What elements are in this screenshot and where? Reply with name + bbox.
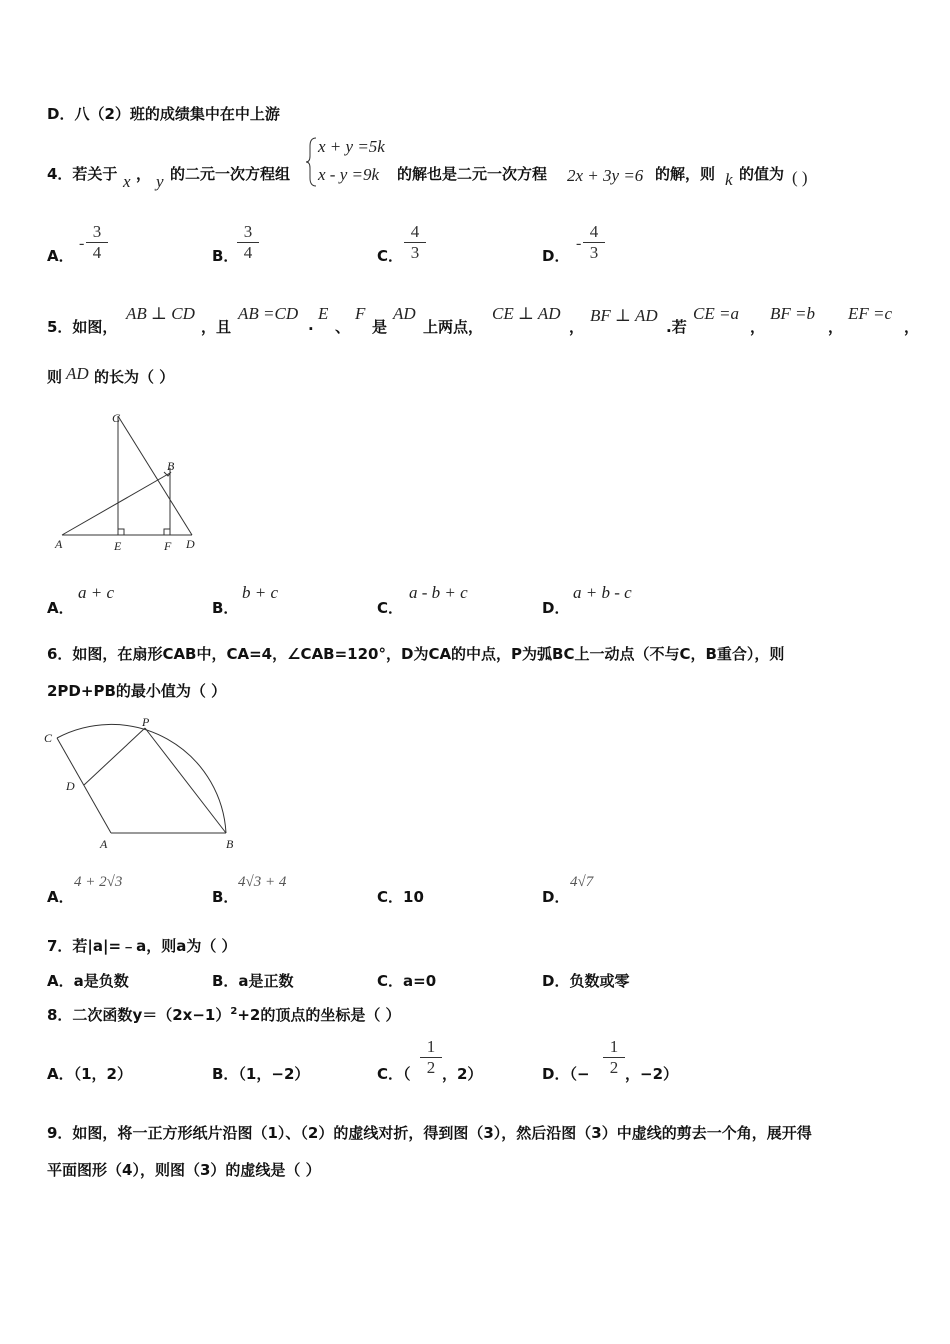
q6-option-b-expr: 4√3 + 4 [238, 874, 287, 890]
q5-option-a-expr: a + c [78, 583, 115, 602]
q8-option-a: A．（1，2） [47, 1065, 132, 1083]
q4-equation-1: x + y =5k [318, 137, 385, 156]
q4-var-x: x [123, 172, 131, 191]
q5-option-d-label: D． [542, 599, 570, 617]
q7-option-b: B．a是正数 [212, 972, 294, 990]
q4-option-a-label: A． [47, 247, 74, 265]
q8-option-c-fraction: $\frac{1}{2}$ [420, 1037, 442, 1078]
q3-option-d: D．八（2）班的成绩集中在中上游 [47, 105, 280, 123]
q6-figure [36, 710, 246, 855]
q7-option-d: D．负数或零 [542, 972, 630, 990]
q5-math-8: CE =a [693, 304, 739, 323]
q5-math-3: E [318, 304, 329, 323]
q4-equation-2: x - y =9k [318, 165, 380, 184]
q6-line-1: 6．如图，在扇形CAB中，CA=4，∠CAB=120°，D为CA的中点，P为弧BC上一动点（不与C，B重合），则 [47, 645, 785, 663]
q5-line2-a: 则 [47, 368, 63, 386]
q5-label-d: D [186, 537, 195, 551]
q4-option-c-label: C． [377, 247, 404, 265]
q7-option-c: C．a=0 [377, 972, 437, 990]
q5-math-2: AB =CD [238, 304, 299, 323]
q4-comma: ， [136, 165, 152, 183]
q8-option-b: B．（1，−2） [212, 1065, 310, 1083]
q6-label-d: D [66, 779, 75, 793]
q8-option-c-label: C．（ [377, 1065, 411, 1083]
q6-option-c-label: C．10 [377, 888, 424, 906]
q5-math-1: AB ⊥ CD [126, 304, 195, 323]
q7-option-a: A．a是负数 [47, 972, 129, 990]
q5-math-6: CE ⊥ AD [492, 304, 561, 323]
q6-option-d-label: D． [542, 888, 570, 906]
q5-text-6: 上两点， [423, 318, 484, 336]
q8-option-d-label: D．（− [542, 1065, 590, 1083]
q5-text-4: 、 [335, 318, 351, 336]
q5-math-9: BF =b [770, 304, 815, 323]
q4-text-5: 的值为 [739, 165, 785, 183]
q4-text-4: 的解，则 [655, 165, 716, 183]
q6-option-d-expr: 4√7 [570, 874, 594, 890]
q5-option-d-expr: a + b - c [573, 583, 632, 602]
q9-line-2: 平面图形（4），则图（3）的虚线是（ ） [47, 1161, 321, 1179]
q5-math-5: AD [393, 304, 416, 323]
q5-text-8: .若 [666, 318, 687, 336]
q5-label-f: F [164, 539, 172, 553]
q6-label-b: B [226, 837, 234, 851]
q6-label-c: C [44, 731, 53, 745]
q5-label-c: C [112, 411, 121, 425]
q4-text-1: 4．若关于 [47, 165, 118, 183]
brace-icon [306, 136, 318, 188]
q5-label-b: B [167, 459, 175, 473]
q4-option-c-fraction: $\frac{4}{3}$ [404, 222, 426, 263]
q5-text-10: ， [828, 318, 844, 336]
q5-text-7: ， [569, 318, 585, 336]
q8-line: 8．二次函数$y=(2x-1)^2+2$的顶点的坐标是（ ） [47, 1006, 401, 1024]
q4-option-a-sign: - [79, 235, 85, 252]
q4-option-b-fraction: $\frac{3}{4}$ [237, 222, 259, 263]
q5-option-b-expr: b + c [242, 583, 279, 602]
q5-math-10: EF =c [848, 304, 893, 323]
q5-line2-math: AD [66, 364, 89, 383]
q6-option-a-expr: 4 + 2√3 [74, 874, 123, 890]
q8-option-d-fraction: $\frac{1}{2}$ [603, 1037, 625, 1078]
q8-option-c-tail: ，2） [442, 1065, 483, 1083]
q4-option-d-sign: - [576, 235, 582, 252]
q4-option-d-fraction: $\frac{4}{3}$ [583, 222, 605, 263]
q6-option-b-label: B． [212, 888, 239, 906]
q6-line-2: 2PD+PB的最小值为（ ） [47, 682, 227, 700]
q5-math-7: BF ⊥ AD [590, 306, 658, 325]
q5-text-5: 是 [372, 318, 388, 336]
q4-paren: ( ) [792, 168, 808, 187]
q5-text-11: ， [904, 318, 920, 336]
q5-math-4: F [355, 304, 366, 323]
q5-label-a: A [55, 537, 63, 551]
q4-equation-3: 2x + 3y =6 [567, 166, 644, 185]
q8-option-d-tail: ，−2） [625, 1065, 679, 1083]
q5-text-1: 5．如图， [47, 318, 118, 336]
q7-line: 7．若|a|=﹣a，则a为（ ） [47, 937, 237, 955]
q4-var-k: k [725, 170, 733, 189]
q5-option-c-label: C． [377, 599, 404, 617]
q6-option-a-label: A． [47, 888, 74, 906]
q5-option-b-label: B． [212, 599, 239, 617]
q5-text-3: . [308, 316, 314, 334]
q6-label-p: P [142, 715, 150, 729]
q4-text-2: 的二元一次方程组 [170, 165, 291, 183]
q4-text-3: 的解也是二元一次方程 [397, 165, 548, 183]
q4-option-b-label: B． [212, 247, 239, 265]
q5-figure [50, 408, 210, 558]
q4-option-d-label: D． [542, 247, 570, 265]
q6-label-a: A [100, 837, 108, 851]
q5-option-a-label: A． [47, 599, 74, 617]
q4-option-a-fraction: $\frac{3}{4}$ [86, 222, 108, 263]
q5-option-c-expr: a - b + c [409, 583, 468, 602]
q5-text-9: ， [750, 318, 766, 336]
q5-label-e: E [114, 539, 122, 553]
q4-var-y: y [156, 172, 164, 191]
q9-line-1: 9．如图，将一正方形纸片沿图（1）、（2）的虚线对折，得到图（3），然后沿图（3）中虚线的剪去一个角，展开得 [47, 1124, 812, 1142]
q5-text-2: ，且 [201, 318, 232, 336]
q5-line2-b: 的长为（ ） [94, 368, 175, 386]
